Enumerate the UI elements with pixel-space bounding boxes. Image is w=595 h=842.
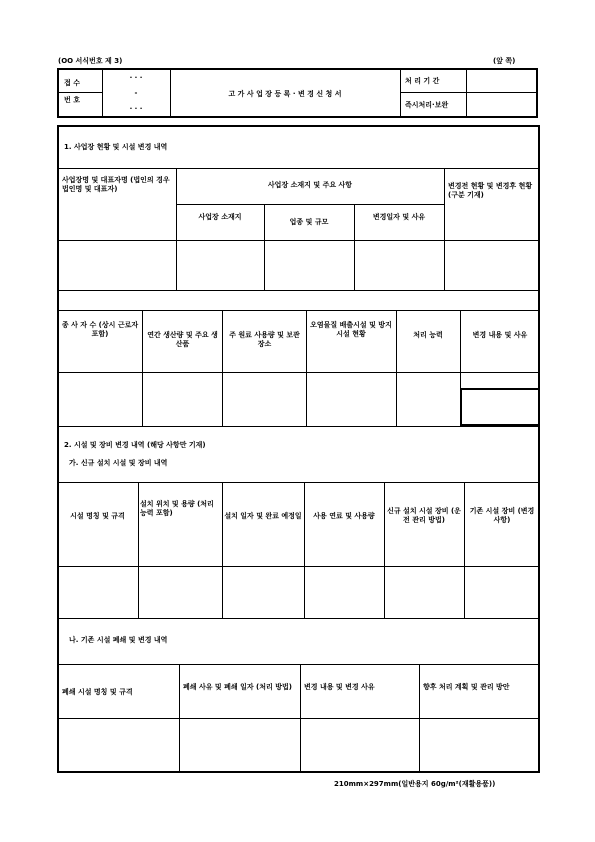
sec2-col-new: 신규 설치 시설 장비 (운전 관리 방법) — [387, 507, 461, 524]
section2-heading: 2. 시설 및 장비 변경 내역 (해당 사항만 기재) — [64, 441, 206, 449]
sec1-col-scale: 업종 및 규모 — [289, 218, 329, 226]
sec2-col-fuel: 사용 연료 및 사용량 — [313, 512, 375, 520]
sec1-col-change-date: 변경일자 및 사유 — [372, 213, 426, 221]
form-code: (OO 서식번호 제 3) — [58, 57, 123, 65]
sec2-col-existing: 기존 시설 장비 (변경 사항) — [469, 507, 535, 524]
sec1-capacity: 처리 능력 — [413, 331, 443, 339]
sec2-col-location: 설치 위치 및 용량 (처리 능력 포함) — [140, 500, 214, 517]
form-title: 고 가 사 업 장 등 록 · 변 경 신 청 서 — [228, 90, 342, 98]
receipt-date-top: · · · — [129, 74, 143, 82]
sec1-col-status: 변경전 현황 및 변경후 현황 (구분 기재) — [448, 182, 533, 199]
sec3-col-reason: 폐쇄 사유 및 폐쇄 일자 (처리 방법) — [183, 683, 292, 691]
sec3-col-change: 변경 내용 및 변경 사유 — [304, 683, 375, 691]
sec3-col-plan: 향후 처리 계획 및 관리 방안 — [423, 683, 510, 691]
sec1-materials: 주 원료 사용량 및 보관 장소 — [229, 331, 300, 348]
sec1-facilities: 오염물질 배출시설 및 방지시설 현황 — [310, 321, 392, 338]
sec1-group-header: 사업장 소재지 및 주요 사항 — [267, 181, 353, 189]
receipt-date-mid: - — [134, 89, 138, 97]
sec1-col-business: 사업장명 및 대표자명 (법인의 경우 법인명 및 대표자) — [62, 176, 170, 193]
processing-period-label: 처 리 기 간 — [405, 77, 440, 85]
receipt-number-label: 번 호 — [64, 96, 80, 104]
section2-subheading: 가. 신규 설치 시설 및 장비 내역 — [69, 459, 168, 467]
sec1-production: 연간 생산량 및 주요 생산품 — [147, 331, 218, 348]
sec3-col-name: 폐쇄 시설 명칭 및 규격 — [62, 688, 133, 696]
receipt-date-bottom: · · · — [129, 105, 143, 113]
section1-heading: 1. 사업장 현황 및 시설 변경 내역 — [64, 143, 168, 151]
processing-period-value: 즉시처리·보완 — [405, 101, 449, 109]
page-side-label: (앞 쪽) — [493, 57, 516, 65]
sec2-col-name: 시설 명칭 및 규격 — [70, 512, 125, 520]
sec2-col-date: 설치 일자 및 완료 예정일 — [224, 512, 302, 520]
sec1-change-detail: 변경 내용 및 사유 — [472, 331, 528, 339]
highlight-cell — [460, 388, 540, 426]
paper-spec: 210mm×297mm(일반용지 60g/m²(재활용품)) — [334, 780, 496, 788]
section3-heading: 나. 기존 시설 폐쇄 및 변경 내역 — [69, 636, 168, 644]
receipt-label: 접 수 — [64, 79, 80, 87]
sec1-employees: 종 사 자 수 (상시 근로자 포함) — [61, 321, 139, 338]
sec1-col-location: 사업장 소재지 — [198, 213, 242, 221]
